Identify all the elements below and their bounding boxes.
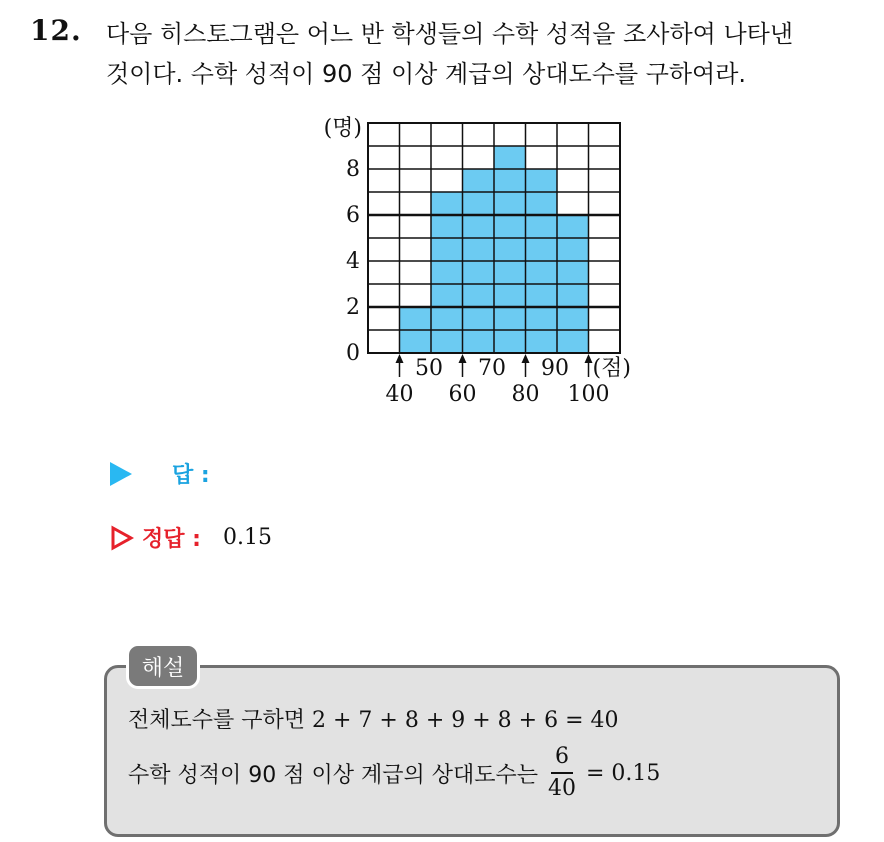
line1-math: 2 + 7 + 8 + 9 + 8 + 6 = 40: [312, 708, 619, 733]
y-axis-label: (명): [323, 116, 362, 141]
x-tick-label-bottom: 80: [511, 382, 540, 407]
tick-arrow-head: [585, 354, 593, 363]
fraction-denominator: 40: [548, 776, 576, 801]
x-tick-label-bottom: 60: [448, 382, 477, 407]
y-tick-label: 0: [346, 341, 360, 366]
line1-text: 전체도수를 구하면: [128, 708, 313, 733]
bar-70-80: [494, 146, 526, 353]
question-text: [106, 14, 876, 94]
play-triangle-icon: [110, 462, 132, 486]
line2-text: 수학 성적이 90 점 이상 계급의 상대도수는: [128, 762, 538, 788]
y-tick-label: 8: [346, 157, 360, 182]
correct-label: 정답 :: [142, 527, 201, 552]
question-line-1: 다음 히스토그램은 어느 반 학생들의 수학 성적을 조사하여 나타낸: [106, 20, 793, 48]
explanation-line-2: [128, 744, 660, 802]
tick-arrow-head: [396, 354, 404, 363]
y-tick-label: 2: [346, 295, 360, 320]
explanation-line-1: [128, 703, 619, 734]
y-tick-label: 4: [346, 249, 360, 274]
x-tick-label-bottom: 40: [385, 382, 414, 407]
answer-label: 답 :: [172, 463, 210, 488]
answer-row: [110, 458, 210, 489]
fraction: [548, 744, 576, 802]
y-tick-label: 6: [346, 203, 360, 228]
x-tick-label-top: 90: [541, 356, 569, 381]
tick-arrow-head: [459, 354, 467, 363]
x-tick-label-top: 70: [478, 356, 506, 381]
histogram: [300, 100, 660, 410]
correct-value: 0.15: [222, 525, 272, 550]
x-axis-label: (점): [592, 356, 631, 381]
outline-triangle-icon: [110, 525, 134, 551]
x-tick-label-top: 50: [415, 356, 443, 381]
fraction-numerator: 6: [551, 744, 573, 774]
question-number: 12.: [30, 14, 82, 47]
correct-answer-row: [110, 522, 272, 553]
line2-result: = 0.15: [586, 760, 661, 786]
explanation-tab: 해설: [126, 643, 200, 689]
question-line-2: 것이다. 수학 성적이 90 점 이상 계급의 상대도수를 구하여라.: [106, 60, 747, 88]
tick-arrow-head: [522, 354, 530, 363]
x-tick-label-bottom: 100: [567, 382, 610, 407]
